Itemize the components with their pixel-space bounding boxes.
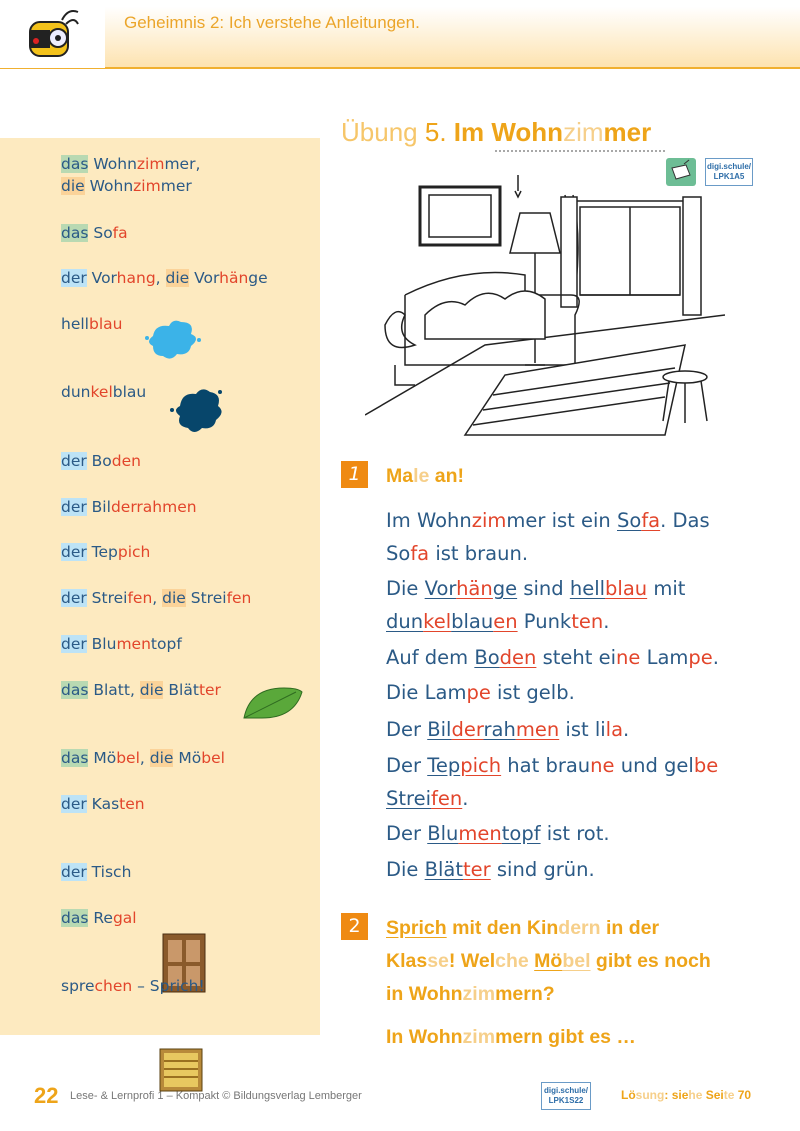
text-segment: Strei <box>185 589 227 607</box>
text-segment: mit <box>647 577 686 600</box>
text-segment: zim <box>136 155 165 173</box>
leaf-icon <box>240 682 304 722</box>
text-segment: Bil <box>86 498 111 516</box>
text-segment: mern? <box>495 983 555 1005</box>
text-segment: das <box>61 749 89 767</box>
text-segment: mit den Kin <box>446 917 559 939</box>
text-segment: derrah <box>110 498 163 516</box>
text-segment: der <box>61 452 87 470</box>
text-segment: topf <box>501 822 541 845</box>
vocab-entry <box>61 587 251 609</box>
text-segment: Ma <box>386 465 414 487</box>
text-segment: das <box>61 681 89 699</box>
vocab-entry <box>61 153 200 175</box>
text-segment: zim <box>462 1026 496 1048</box>
text-segment: ter <box>463 858 491 881</box>
text-segment: Blu <box>427 822 459 845</box>
text-segment: blau <box>605 577 648 600</box>
task-1-sentence <box>386 822 610 845</box>
text-segment: der <box>61 543 87 561</box>
text-segment: pe <box>466 681 491 704</box>
text-segment: . Das <box>660 509 710 532</box>
task-1-number: 1 <box>341 461 368 488</box>
text-segment: la <box>605 718 624 741</box>
text-segment: hell <box>569 577 606 600</box>
text-segment: fen <box>226 589 252 607</box>
text-segment: pich <box>460 754 502 777</box>
text-segment: den <box>499 646 537 669</box>
text-segment: Vor <box>424 577 457 600</box>
text-segment: der <box>61 863 87 881</box>
text-segment: hang <box>116 269 156 287</box>
text-segment: topf <box>150 635 182 653</box>
text-segment: die <box>165 269 190 287</box>
text-segment: die <box>162 589 186 607</box>
text-segment: gibt es noch <box>590 950 711 972</box>
text-segment: Mö <box>173 749 202 767</box>
text-segment: ! Wel <box>448 950 496 972</box>
text-segment: Der <box>386 718 428 741</box>
text-segment: steht ei <box>536 646 617 669</box>
text-segment: men <box>458 822 502 845</box>
text-segment: Der <box>386 754 428 777</box>
page-header <box>0 0 800 69</box>
task-2-line <box>386 983 555 1006</box>
text-segment: chen <box>94 977 133 995</box>
task-1-sentence <box>386 718 629 741</box>
text-segment: te <box>723 1088 735 1102</box>
text-segment: fa <box>641 509 661 532</box>
vocab-entry <box>61 907 137 929</box>
text-segment: So <box>88 224 113 242</box>
header-title: Geheimnis 2: Ich verstehe Anleitungen. <box>124 13 420 32</box>
bee-mascot-icon <box>0 0 80 68</box>
text-segment: Bo <box>86 452 112 470</box>
text-segment: ter <box>198 681 221 699</box>
text-segment: . <box>623 718 630 741</box>
text-segment: he <box>688 1088 703 1102</box>
text-segment: men <box>162 498 197 516</box>
text-segment: und gel <box>614 754 694 777</box>
text-segment: fen <box>127 589 153 607</box>
text-segment: das <box>61 155 89 173</box>
text-segment: ge <box>492 577 518 600</box>
text-segment: Der <box>386 822 428 845</box>
text-segment: dern <box>558 917 601 939</box>
text-segment: Blatt, <box>88 681 140 699</box>
text-segment: gal <box>112 909 137 927</box>
text-segment: blau <box>88 315 123 333</box>
vocab-entry <box>61 222 128 244</box>
task-1-sentence <box>386 787 468 810</box>
text-segment: an! <box>429 465 465 487</box>
text-segment: der <box>61 498 87 516</box>
text-segment: hän <box>219 269 249 287</box>
text-segment: Tisch <box>86 863 132 881</box>
text-segment: Sei <box>702 1088 724 1102</box>
text-segment: Strei <box>386 787 432 810</box>
text-segment: Tep <box>427 754 461 777</box>
digi-link-line: digi.schule/ <box>706 162 751 171</box>
task-1-sentence <box>386 681 575 704</box>
text-segment: zim <box>471 509 507 532</box>
text-segment: 70 <box>734 1088 752 1102</box>
text-segment: Die <box>386 577 425 600</box>
task-2-number: 2 <box>341 913 368 940</box>
text-segment: Mö <box>88 749 117 767</box>
text-segment: Wohn <box>88 155 137 173</box>
text-segment: Wohn <box>84 177 134 195</box>
task-1-sentence <box>386 610 609 633</box>
vocab-entry <box>61 679 221 701</box>
text-segment: hat brau <box>501 754 591 777</box>
text-segment: Blät <box>163 681 199 699</box>
text-segment: ist gelb. <box>490 681 575 704</box>
text-segment: sung <box>635 1088 665 1102</box>
text-segment: Auf dem <box>386 646 475 669</box>
text-segment: be <box>693 754 719 777</box>
task-1-sentence <box>386 577 685 600</box>
digi-link-footer[interactable] <box>541 1082 591 1110</box>
text-segment: So <box>617 509 642 532</box>
title-number: 5. <box>424 117 447 147</box>
digi-link-code: LPK1A5 <box>713 172 745 181</box>
shelf-icon <box>158 1047 204 1093</box>
title-word-part: Im Wohn <box>453 117 564 147</box>
text-segment: der <box>61 269 87 287</box>
text-segment: fen <box>431 787 463 810</box>
text-segment: Tep <box>86 543 118 561</box>
text-segment: Die Lam <box>386 681 467 704</box>
text-segment: Lö <box>621 1088 636 1102</box>
task-1-sentence <box>386 542 528 565</box>
text-segment: Vor <box>86 269 117 287</box>
title-dotted-underline <box>495 150 665 152</box>
text-segment: sie <box>671 1088 689 1102</box>
vocab-entry <box>61 633 182 655</box>
text-segment: hän <box>456 577 493 600</box>
text-segment: der <box>451 718 484 741</box>
vocab-entry <box>61 313 122 335</box>
text-segment: le <box>413 465 430 487</box>
text-segment: . <box>462 787 469 810</box>
text-segment: ne <box>616 646 641 669</box>
text-segment: Bil <box>427 718 452 741</box>
text-segment: blau <box>451 610 494 633</box>
text-segment: die <box>61 177 85 195</box>
living-room-illustration <box>365 165 725 447</box>
dark-blue-splash-icon <box>168 384 226 436</box>
text-segment: zim <box>462 983 496 1005</box>
text-segment: rah <box>483 718 516 741</box>
text-segment: Bo <box>474 646 500 669</box>
text-segment: che <box>495 950 529 972</box>
text-segment: der <box>61 635 87 653</box>
text-segment: bel <box>116 749 140 767</box>
task-2-line <box>386 950 711 973</box>
text-segment: mer, <box>164 155 201 173</box>
text-segment: Die <box>386 858 425 881</box>
text-segment: pich <box>117 543 151 561</box>
text-segment: spre <box>61 977 95 995</box>
text-segment: bel <box>201 749 225 767</box>
footer-credit: Lese- & Lernprofi 1 – Kompakt © Bildungsverlag Lemberger <box>70 1090 362 1102</box>
text-segment: Klas <box>386 950 428 972</box>
text-segment: , <box>139 749 150 767</box>
vocab-entry <box>61 450 141 472</box>
text-segment: in Wohn <box>386 983 463 1005</box>
text-segment: ne <box>590 754 615 777</box>
text-segment: mer <box>160 177 192 195</box>
task-2-line <box>386 1026 636 1049</box>
text-segment: sind <box>517 577 570 600</box>
text-segment: ten <box>119 795 145 813</box>
text-segment: So <box>386 542 411 565</box>
text-segment: zim <box>133 177 161 195</box>
text-segment: Blu <box>86 635 117 653</box>
text-segment: dun <box>386 610 424 633</box>
text-segment: kel <box>90 383 113 401</box>
text-segment: ist braun. <box>429 542 529 565</box>
text-segment: In Wohn <box>386 1026 463 1048</box>
text-segment: ge <box>248 269 268 287</box>
text-segment: Mö <box>534 950 563 972</box>
text-segment: . <box>603 610 610 633</box>
vocab-entry <box>61 861 131 883</box>
text-segment: men <box>116 635 151 653</box>
vocab-entry <box>61 541 150 563</box>
vocab-entry <box>61 975 205 997</box>
text-segment: das <box>61 224 89 242</box>
digi-link-code: LPK1S22 <box>548 1096 584 1105</box>
text-segment: fa <box>410 542 430 565</box>
text-segment: men <box>515 718 560 741</box>
text-segment: ist rot. <box>540 822 610 845</box>
text-segment: bel <box>562 950 591 972</box>
title-word-part: mer <box>603 117 652 147</box>
title-prefix: Übung <box>341 117 418 147</box>
text-segment: der <box>61 589 87 607</box>
solution-reference <box>621 1088 751 1102</box>
task-1-sentence <box>386 646 719 669</box>
digi-link-line: digi.schule/ <box>543 1086 588 1095</box>
text-segment: das <box>61 909 89 927</box>
task-1-sentence <box>386 754 718 777</box>
text-segment: ist li <box>559 718 606 741</box>
text-segment: , <box>152 589 163 607</box>
text-segment: kel <box>423 610 452 633</box>
text-segment: Re <box>88 909 113 927</box>
text-segment: Kas <box>86 795 120 813</box>
text-segment: Blät <box>424 858 464 881</box>
text-segment: fa <box>112 224 128 242</box>
text-segment: dun <box>61 383 91 401</box>
text-segment: die <box>139 681 164 699</box>
text-segment: se <box>427 950 449 972</box>
text-segment: in der <box>600 917 660 939</box>
text-segment: – Sprich! <box>132 977 205 995</box>
vocab-entry <box>61 175 192 197</box>
text-segment: . <box>712 646 719 669</box>
text-segment: ten <box>571 610 604 633</box>
vocab-entry <box>61 496 197 518</box>
text-segment: die <box>149 749 174 767</box>
text-segment: mer ist ein <box>506 509 617 532</box>
text-segment: hell <box>61 315 89 333</box>
text-segment: Lam <box>640 646 689 669</box>
task-1-sentence <box>386 509 710 532</box>
text-segment: blau <box>112 383 147 401</box>
text-segment: der <box>61 795 87 813</box>
text-segment: Im Wohn <box>386 509 472 532</box>
mascot-logo <box>0 0 105 68</box>
page-number: 22 <box>34 1083 59 1108</box>
light-blue-splash-icon <box>143 316 203 364</box>
text-segment: Punk <box>517 610 572 633</box>
text-segment: pe <box>688 646 713 669</box>
title-word-part: zim <box>563 117 604 147</box>
text-segment: Strei <box>86 589 128 607</box>
text-segment: Vor <box>189 269 220 287</box>
task-1-heading <box>386 465 464 488</box>
task-1-sentence <box>386 858 595 881</box>
text-segment: en <box>493 610 518 633</box>
text-segment: : <box>664 1088 672 1102</box>
text-segment: mern gibt es … <box>495 1026 636 1048</box>
text-segment: Sprich <box>386 917 447 939</box>
text-segment: , <box>155 269 166 287</box>
vocab-entry <box>61 793 145 815</box>
exercise-title <box>341 117 651 148</box>
vocab-entry <box>61 267 268 289</box>
vocab-entry <box>61 747 225 769</box>
vocab-entry <box>61 381 146 403</box>
text-segment: den <box>111 452 141 470</box>
task-2-line <box>386 917 659 940</box>
text-segment: sind grün. <box>490 858 595 881</box>
